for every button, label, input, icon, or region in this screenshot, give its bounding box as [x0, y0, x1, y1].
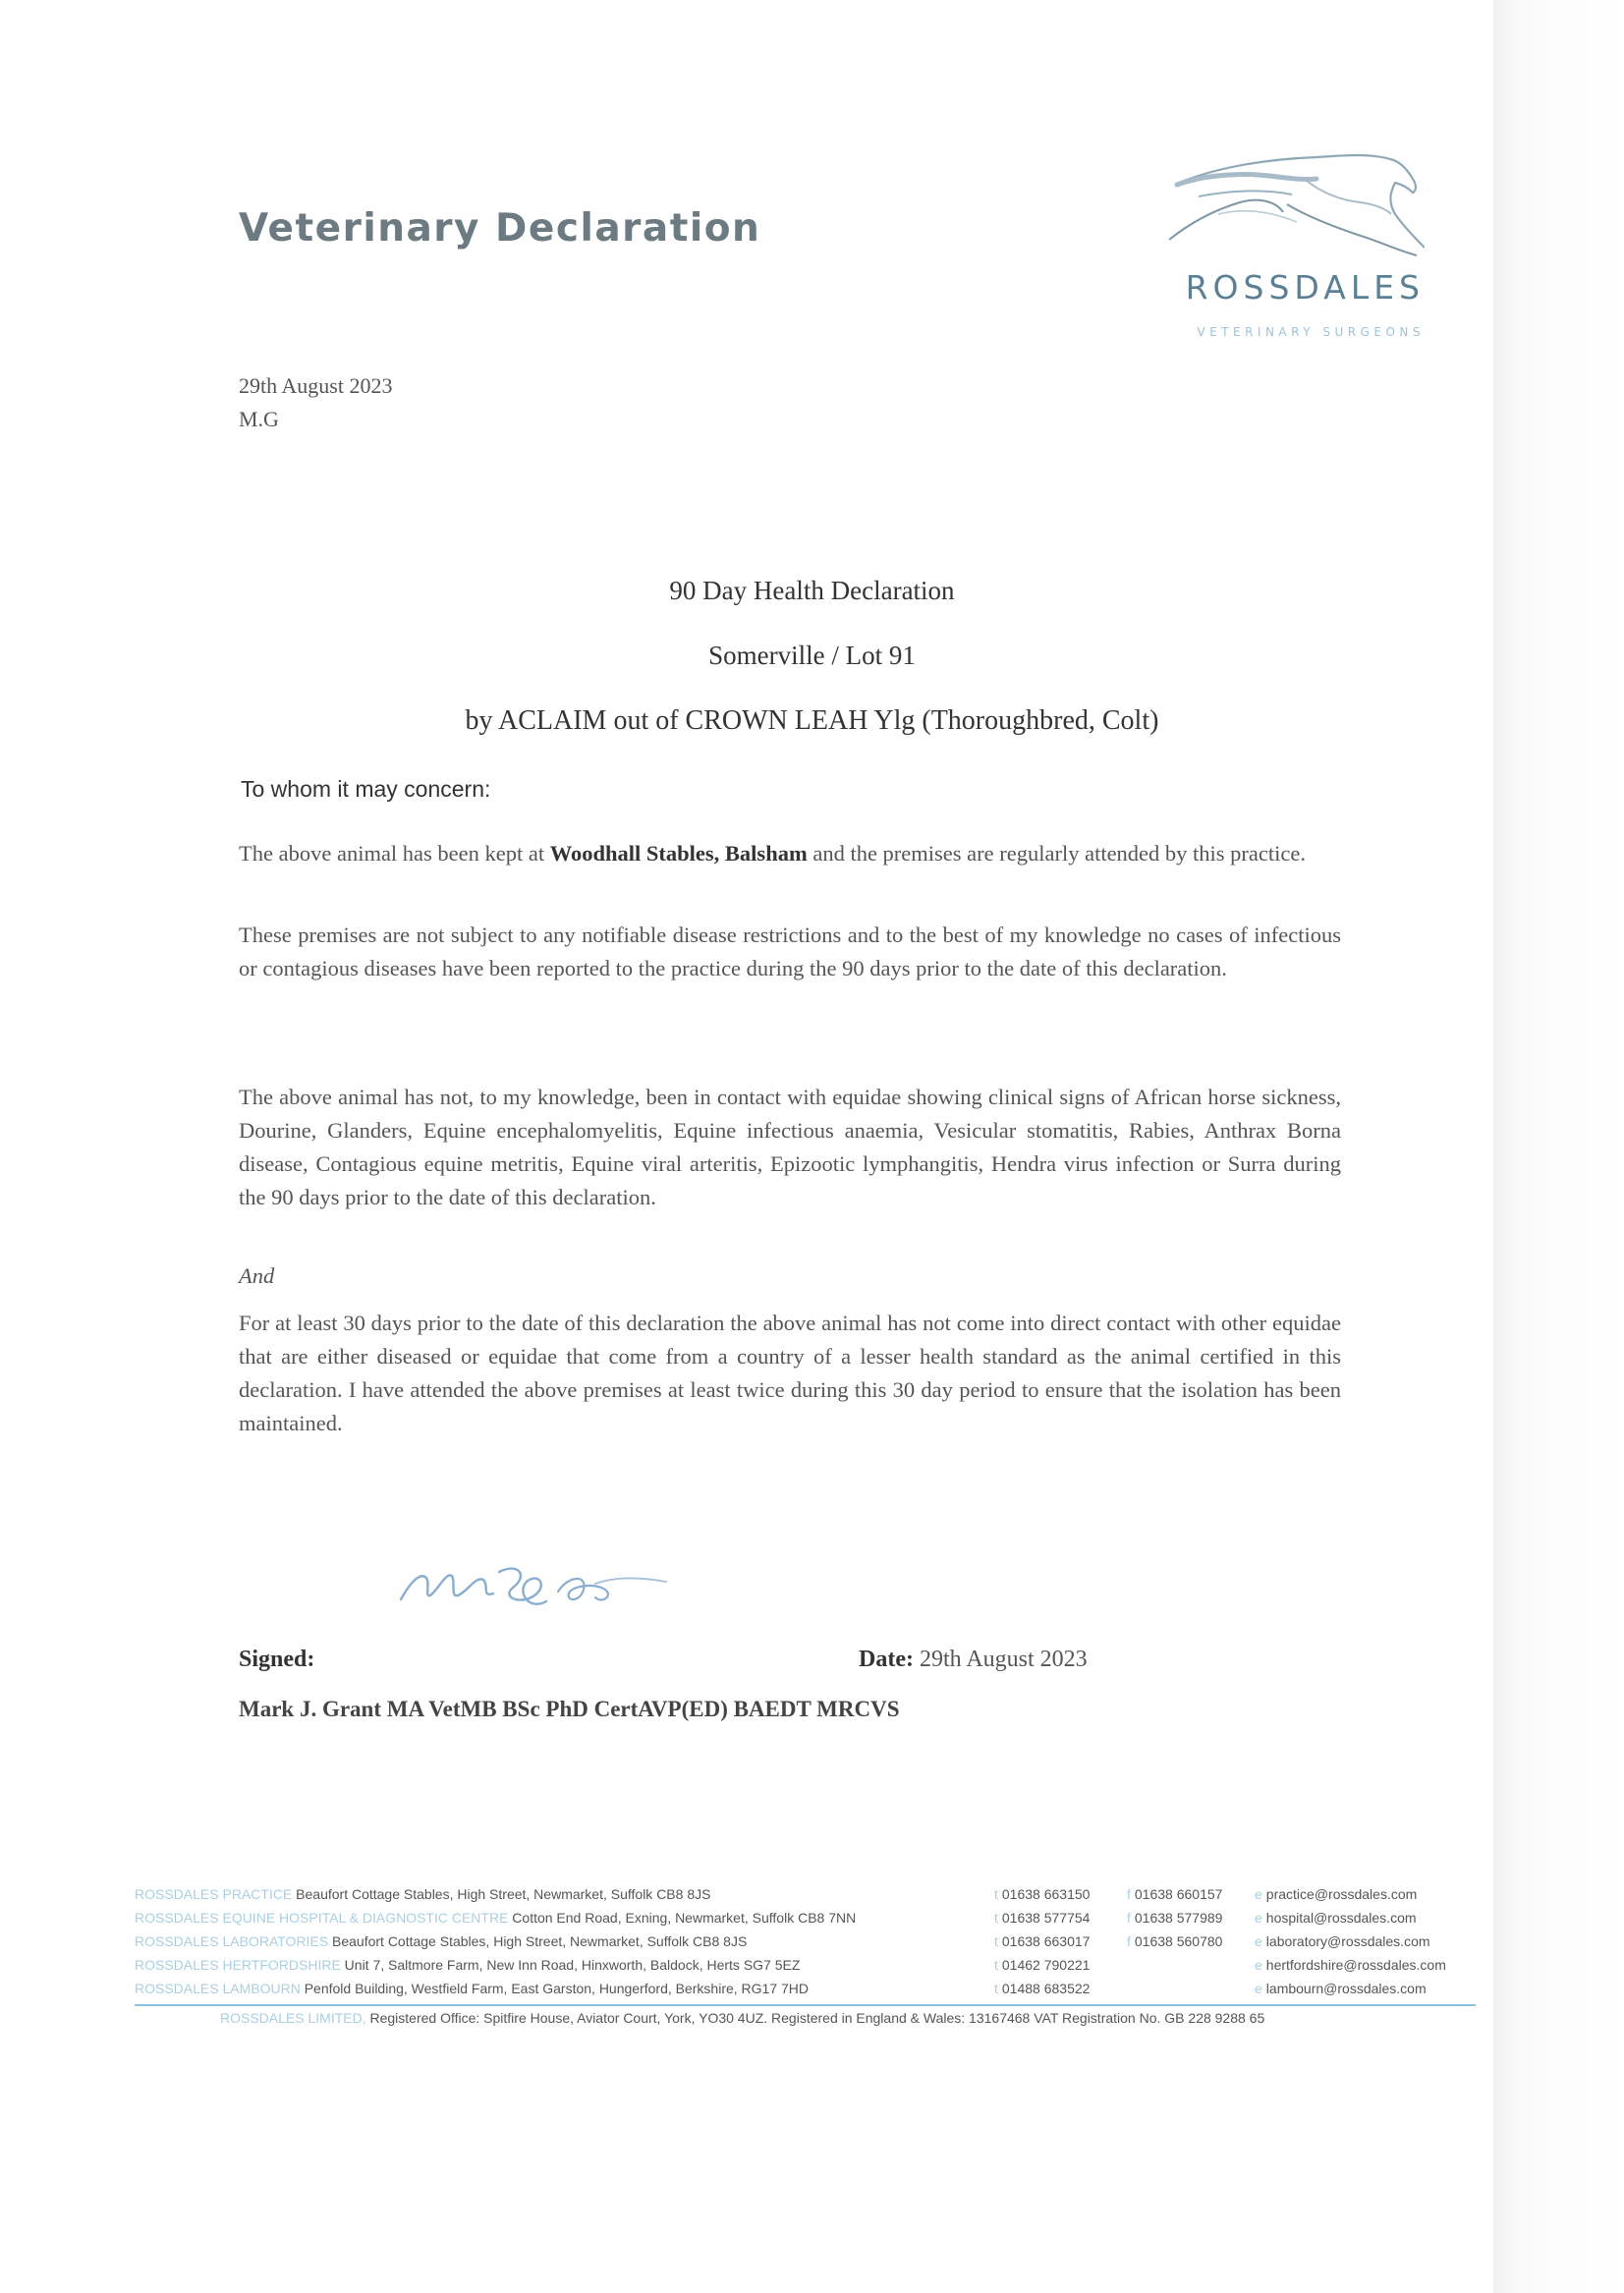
registration-text: Registered Office: Spitfire House, Aviator Court, York, YO30 4UZ. Registered in England & Wales: 13167468 VAT Registration No. GB 228 9288 65	[369, 2010, 1265, 2026]
document-meta	[239, 369, 392, 436]
logo-tagline: VETERINARY SURGEONS	[1197, 325, 1425, 339]
footer-email[interactable]: practice@rossdales.com	[1265, 1886, 1418, 1902]
paragraph-isolation: For at least 30 days prior to the date of this declaration the above animal has not come into direct contact with other equidae that are either diseased or equidae that come from a country of a lesser health standard as the animal certified in this declaration. I have attended the above premises at least twice during this 30 day period to ensure that the isolation has been maintained.	[239, 1311, 1341, 1435]
page-edge-shadow	[1493, 0, 1624, 2293]
paragraph-premises	[239, 837, 1341, 870]
footer-phone: 01488 683522	[1001, 1981, 1091, 1996]
footer-fax: 01638 577989	[1134, 1910, 1223, 1926]
p1-text-before: The above animal has been kept at	[239, 841, 545, 866]
footer-email[interactable]: laboratory@rossdales.com	[1265, 1933, 1430, 1949]
p1-text-after: and the premises are regularly attended by this practice.	[812, 841, 1306, 866]
footer-address: Beaufort Cottage Stables, High Street, Newmarket, Suffolk CB8 8JS	[296, 1886, 711, 1902]
signer-name: Mark J. Grant MA VetMB BSc PhD CertAVP(ED) BAEDT MRCVS	[239, 1697, 900, 1721]
lot-heading: Somerville / Lot 91	[708, 641, 916, 670]
paragraph-disease-contact: The above animal has not, to my knowledge, been in contact with equidae showing clinical signs of African horse sickness, Dourine, Glanders, Equine encephalomyelitis, Equine infectious anaemia, Vesicular stomatitis, Rabies, Anthrax Borna disease, Contagious equine metritis, Equine viral arteritis, Epizootic lymphangitis, Hendra virus infection or Surra during the 90 days prior to the date of this declaration.	[239, 1085, 1341, 1209]
handwritten-signature	[391, 1533, 784, 1641]
issue-date: 29th August 2023	[239, 373, 393, 398]
footer-email[interactable]: hospital@rossdales.com	[1265, 1910, 1417, 1926]
footer-row: ROSSDALES LAMBOURN Penfold Building, Westfield Farm, East Garston, Hungerford, Berkshire, RG17 7HD t 01488 683522 e lambourn@rossdales.com	[135, 1981, 1427, 1996]
registration-prefix: ROSSDALES LIMITED,	[220, 2010, 366, 2026]
signed-label: Signed:	[239, 1647, 315, 1672]
footer-phone: 01638 663017	[1001, 1933, 1091, 1949]
footer-phone: 01462 790221	[1001, 1957, 1091, 1973]
logo-wordmark: ROSSDALES	[1185, 268, 1425, 307]
footer-phone: 01638 577754	[1001, 1910, 1091, 1926]
footer-phone: 01638 663150	[1001, 1886, 1091, 1902]
paragraph-and: And	[239, 1263, 275, 1288]
footer-prefix: ROSSDALES HERTFORDSHIRE	[135, 1957, 341, 1973]
footer-email[interactable]: lambourn@rossdales.com	[1265, 1981, 1427, 1996]
footer-fax: 01638 660157	[1134, 1886, 1223, 1902]
paragraph-restrictions: These premises are not subject to any notifiable disease restrictions and to the best of my knowledge no cases of infectious or contagious diseases have been reported to the practice during the 90 days prior to the date of this declaration.	[239, 923, 1341, 980]
footer-fax: 01638 560780	[1134, 1933, 1223, 1949]
declaration-heading: 90 Day Health Declaration	[669, 576, 955, 605]
footer-prefix: ROSSDALES EQUINE HOSPITAL & DIAGNOSTIC CENTRE	[135, 1910, 509, 1926]
footer-email[interactable]: hertfordshire@rossdales.com	[1265, 1957, 1446, 1973]
footer-row: ROSSDALES PRACTICE Beaufort Cottage Stables, High Street, Newmarket, Suffolk CB8 8JS t 01638 663150 f 01638 660157 e practice@rossdales.com	[135, 1886, 1418, 1902]
footer-address: Beaufort Cottage Stables, High Street, Newmarket, Suffolk CB8 8JS	[332, 1933, 748, 1949]
footer-address: Cotton End Road, Exning, Newmarket, Suffolk CB8 7NN	[512, 1910, 857, 1926]
horse-logo-icon	[1159, 145, 1425, 263]
footer-address: Penfold Building, Westfield Farm, East Garston, Hungerford, Berkshire, RG17 7HD	[304, 1981, 810, 1996]
footer-prefix: ROSSDALES LABORATORIES	[135, 1933, 329, 1949]
p1-location: Woodhall Stables, Balsham	[549, 841, 808, 866]
footer-registration	[220, 2010, 1264, 2026]
pedigree-heading: by ACLAIM out of CROWN LEAH Ylg (Thoroughbred, Colt)	[465, 705, 1159, 736]
footer-row: ROSSDALES HERTFORDSHIRE Unit 7, Saltmore Farm, New Inn Road, Hinxworth, Baldock, Herts SG7 5EZ t 01462 790221 e hertfordshire@rossdales.com	[135, 1957, 1446, 1973]
footer-row: ROSSDALES LABORATORIES Beaufort Cottage Stables, High Street, Newmarket, Suffolk CB8 8JS t 01638 663017 f 01638 560780 e laboratory@rossdales.com	[135, 1933, 1430, 1949]
rossdales-logo	[1159, 145, 1425, 352]
author-initials: M.G	[239, 407, 279, 431]
date-label: Date:	[859, 1647, 914, 1672]
footer-address: Unit 7, Saltmore Farm, New Inn Road, Hinxworth, Baldock, Herts SG7 5EZ	[344, 1957, 801, 1973]
document-title: Veterinary Declaration	[239, 206, 761, 251]
footer-prefix: ROSSDALES PRACTICE	[135, 1886, 293, 1902]
salutation: To whom it may concern:	[241, 776, 491, 802]
footer-divider	[135, 2004, 1476, 2006]
signature-date	[859, 1647, 1088, 1673]
footer-prefix: ROSSDALES LAMBOURN	[135, 1981, 301, 1996]
date-value: 29th August 2023	[919, 1647, 1088, 1672]
footer-row: ROSSDALES EQUINE HOSPITAL & DIAGNOSTIC CENTRE Cotton End Road, Exning, Newmarket, Suffolk CB8 7NN t 01638 577754 f 01638 577989 e hospital@rossdales.com	[135, 1910, 1417, 1926]
